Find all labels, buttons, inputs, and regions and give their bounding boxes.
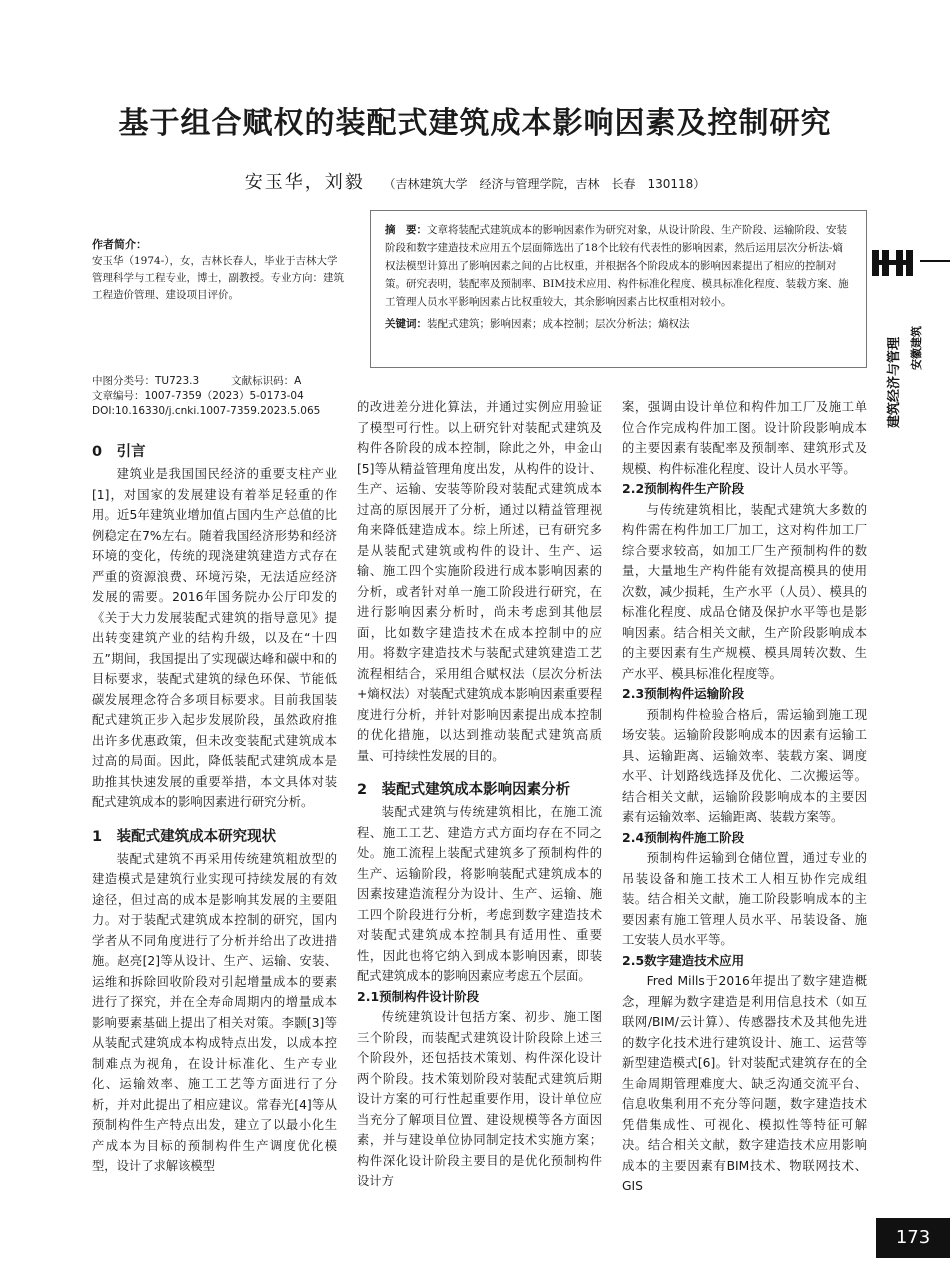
sidebar-sub-label: 安徽建筑 (910, 326, 923, 370)
subsection-heading: 2.3预制构件运输阶段 (622, 686, 745, 701)
keywords-label: 关键词： (385, 318, 427, 330)
paragraph: 的改进差分进化算法，并通过实例应用验证了模型可行性。以上研究针对装配式建筑及构件各阶段的成本控制，除此之外，申金山[5]等从精益管理角度出发，从构件的设计、生产、运输、安装等阶段对装配式建筑成本过高的原因展开了分析，通过以精益管理视角来降低建造成本。综上所述，已有研究多是从装配式建筑或构件的设计、生产、运输、施工四个实施阶段进行成本影响因素的分析，或者针对单一施工阶段进行研究，在进行影响因素分析时，尚未考虑到其他层面，比如数字建造技术在成本控制中的应用。将数字建造技术与装配式建筑建造工艺流程相结合，采用组合赋权法（层次分析法+熵权法）对装配式建筑成本影响因素重要程度进行分析，并针对影响因素提出成本控制的优化措施，以达到推动装配式建筑高质量、可持续性发展的目的。 (357, 400, 602, 763)
paragraph: 与传统建筑相比，装配式建筑大多数的构件需在构件加工厂加工，这对构件加工厂综合要求较高，如加工厂生产预制构件的数量，大量地生产构件能有效提高模具的使用次数，减少损耗，生产水平（人员）、模具的标准化程度、成品仓储及保护水平等也是影响因素。结合相关文献，生产阶段影响成本的主要因素有生产规模、模具周转次数、生产水平、模具标准化程度等。 (622, 502, 867, 681)
author-affiliation: （吉林建筑大学 经济与管理学院，吉林 长春 130118） (383, 177, 706, 191)
section-logo-icon (870, 248, 950, 278)
article-title: 基于组合赋权的装配式建筑成本影响因素及控制研究 (118, 106, 832, 141)
paragraph: Fred Mills于2016年提出了数字建造概念，理解为数字建造是利用信息技术（如互联网/BIM/云计算）、传感器技术及其他先进的数字化技术进行建筑设计、施工、运营等新型建造模式[6]。针对装配式建筑存在的全生命周期管理难度大、缺乏沟通交流平台、信息收集利用不充分等问题，数字建造技术凭借集成性、可视化、模拟性等特征可解决。结合相关文献，数字建造技术应用影响成本的主要因素有BIM技术、物联网技术、GIS (622, 974, 867, 1193)
doi: DOI:10.16330/j.cnki.1007-7359.2023.5.065 (92, 405, 321, 417)
sidebar-section-label: 建筑经济与管理 (887, 336, 902, 428)
page-number: 173 (876, 1218, 950, 1258)
abstract-text: 文章将装配式建筑成本的影响因素作为研究对象，从设计阶段、生产阶段、运输阶段、安装阶段和数字建造技术应用五个层面筛选出了18个比较有代表性的影响因素，然后运用层次分析法-熵权法模型计算出了影响因素之间的占比权重，并根据各个阶段成本的影响因素提出了相应的控制对策。研究表明，装配率及预制率、BIM技术应用、构件标准化程度、模具标准化程度、装载方案、施工管理人员水平影响因素占比权重较大，其余影响因素占比权重相对较小。 (385, 224, 849, 308)
author-intro-text: 安玉华（1974-），女，吉林长春人，毕业于吉林大学管理科学与工程专业，博士，副教授。专业方向：建筑工程造价管理、建设项目评价。 (92, 255, 344, 301)
abstract-label: 摘 要： (385, 224, 427, 236)
subsection-heading: 2.2预制构件生产阶段 (622, 481, 745, 496)
body-column-2 (357, 397, 602, 1192)
section-heading: 1 装配式建筑成本研究现状 (92, 828, 277, 845)
subsection-heading: 2.5数字建造技术应用 (622, 952, 745, 968)
paragraph: 案，强调由设计单位和构件加工厂及施工单位合作完成构件加工图。设计阶段影响成本的主要因素有装配率及预制率、建筑形式及规模、构件标准化程度、设计人员水平等。 (622, 400, 867, 476)
clc-number: 中图分类号：TU723.3 (92, 375, 200, 387)
paragraph: 预制构件运输到仓储位置，通过专业的吊装设备和施工技术工人相互协作完成组装。结合相关文献，施工阶段影响成本的主要因素有施工管理人员水平、吊装设备、施工安装人员水平等。 (622, 851, 867, 947)
section-heading: 0 引言 (92, 444, 146, 460)
article-metadata (92, 374, 352, 419)
author-intro-label: 作者简介： (92, 238, 147, 251)
author-intro (92, 236, 347, 304)
article-number: 文章编号：1007-7359（2023）5-0173-04 (92, 390, 304, 402)
paragraph: 建筑业是我国国民经济的重要支柱产业[1]，对国家的发展建设有着举足轻重的作用。近5年建筑业增加值占国内生产总值的比例稳定在7%左右。随着我国经济形势和经济环境的变化，传统的现浇建筑建造方式存在严重的资源浪费、环境污染，无法适应经济发展的需要。2016年国务院办公厅印发的《关于大力发展装配式建筑的指导意见》提出转变建筑产业的结构升级，以及在“十四五”期间，我国提出了实现碳达峰和碳中和的目标要求，装配式建筑的绿色环保、节能低碳发展理念符合多项目标要求。目前我国装配式建筑正步入起步发展阶段，虽然政府推出许多优惠政策，但未改变装配式建筑成本过高的局面。因此，降低装配式建筑成本是助推其快速发展的重要举措，本文具体对装配式建筑成本的影响因素进行研究分析。 (92, 467, 337, 809)
paragraph: 装配式建筑不再采用传统建筑粗放型的建造模式是建筑行业实现可持续发展的有效途径，但过高的成本是影响其发展的主要阻力。对于装配式建筑成本控制的研究，国内学者从不同角度进行了分析并给出了改进措施。赵亮[2]等从设计、生产、运输、安装、运维和拆除回收阶段对引起增量成本的要素进行了探究，并在全寿命周期内的增量成本影响要素基础上提出了相关对策。李颢[3]等从装配式建筑成本构成特点出发，以成本控制难点为视角，在设计标准化、生产专业化、运输效率、施工工艺等方面进行了分析，并对此提出了相应建议。常春光[4]等从预制构件生产特点出发，建立了以最小化生产成本为目标的预制构件生产调度优化模型，设计了求解该模型 (92, 851, 337, 1173)
abstract-box (370, 210, 867, 368)
keywords-text: 装配式建筑；影响因素；成本控制；层次分析法；熵权法 (427, 318, 690, 330)
sidebar-label (880, 300, 940, 430)
paragraph: 装配式建筑与传统建筑相比，在施工流程、施工工艺、建造方式方面均存在不同之处。施工流程上装配式建筑多了预制构件的生产、运输阶段，将影响装配式建筑成本的因素按建造流程分为设计、生产、运输、施工四个阶段进行分析，考虑到数字建造技术对装配式建筑成本控制具有适用性、重要性，因此也将它纳入到成本影响因素，即装配式建筑成本的影响因素应考虑五个层面。 (357, 805, 602, 983)
subsection-heading: 2.1预制构件设计阶段 (357, 988, 480, 1004)
author-names: 安玉华，刘毅 (244, 172, 365, 193)
subsection-heading: 2.4预制构件施工阶段 (622, 829, 745, 845)
body-column-3 (622, 397, 867, 1197)
body-column-1 (92, 440, 337, 1177)
section-heading: 2 装配式建筑成本影响因素分析 (357, 782, 571, 798)
author-line (0, 168, 950, 194)
paragraph: 预制构件检验合格后，需运输到施工现场安装。运输阶段影响成本的因素有运输工具、运输距离、运输效率、装载方案、调度水平、计划路线选择及优化、二次搬运等。结合相关文献，运输阶段影响成本的主要因素有运输效率、运输距离、装载方案等。 (622, 707, 867, 824)
document-code: 文献标识码：A (231, 375, 302, 387)
paragraph: 传统建筑设计包括方案、初步、施工图三个阶段，而装配式建筑设计阶段除上述三个阶段外，还包括技术策划、构件深化设计两个阶段。技术策划阶段对装配式建筑后期设计方案的可行性起重要作用，设计单位应当充分了解项目位置、建设规模等各方面因素，并与建设单位协同制定技术实施方案；构件深化设计阶段主要目的是优化预制构件设计方 (357, 1010, 602, 1188)
